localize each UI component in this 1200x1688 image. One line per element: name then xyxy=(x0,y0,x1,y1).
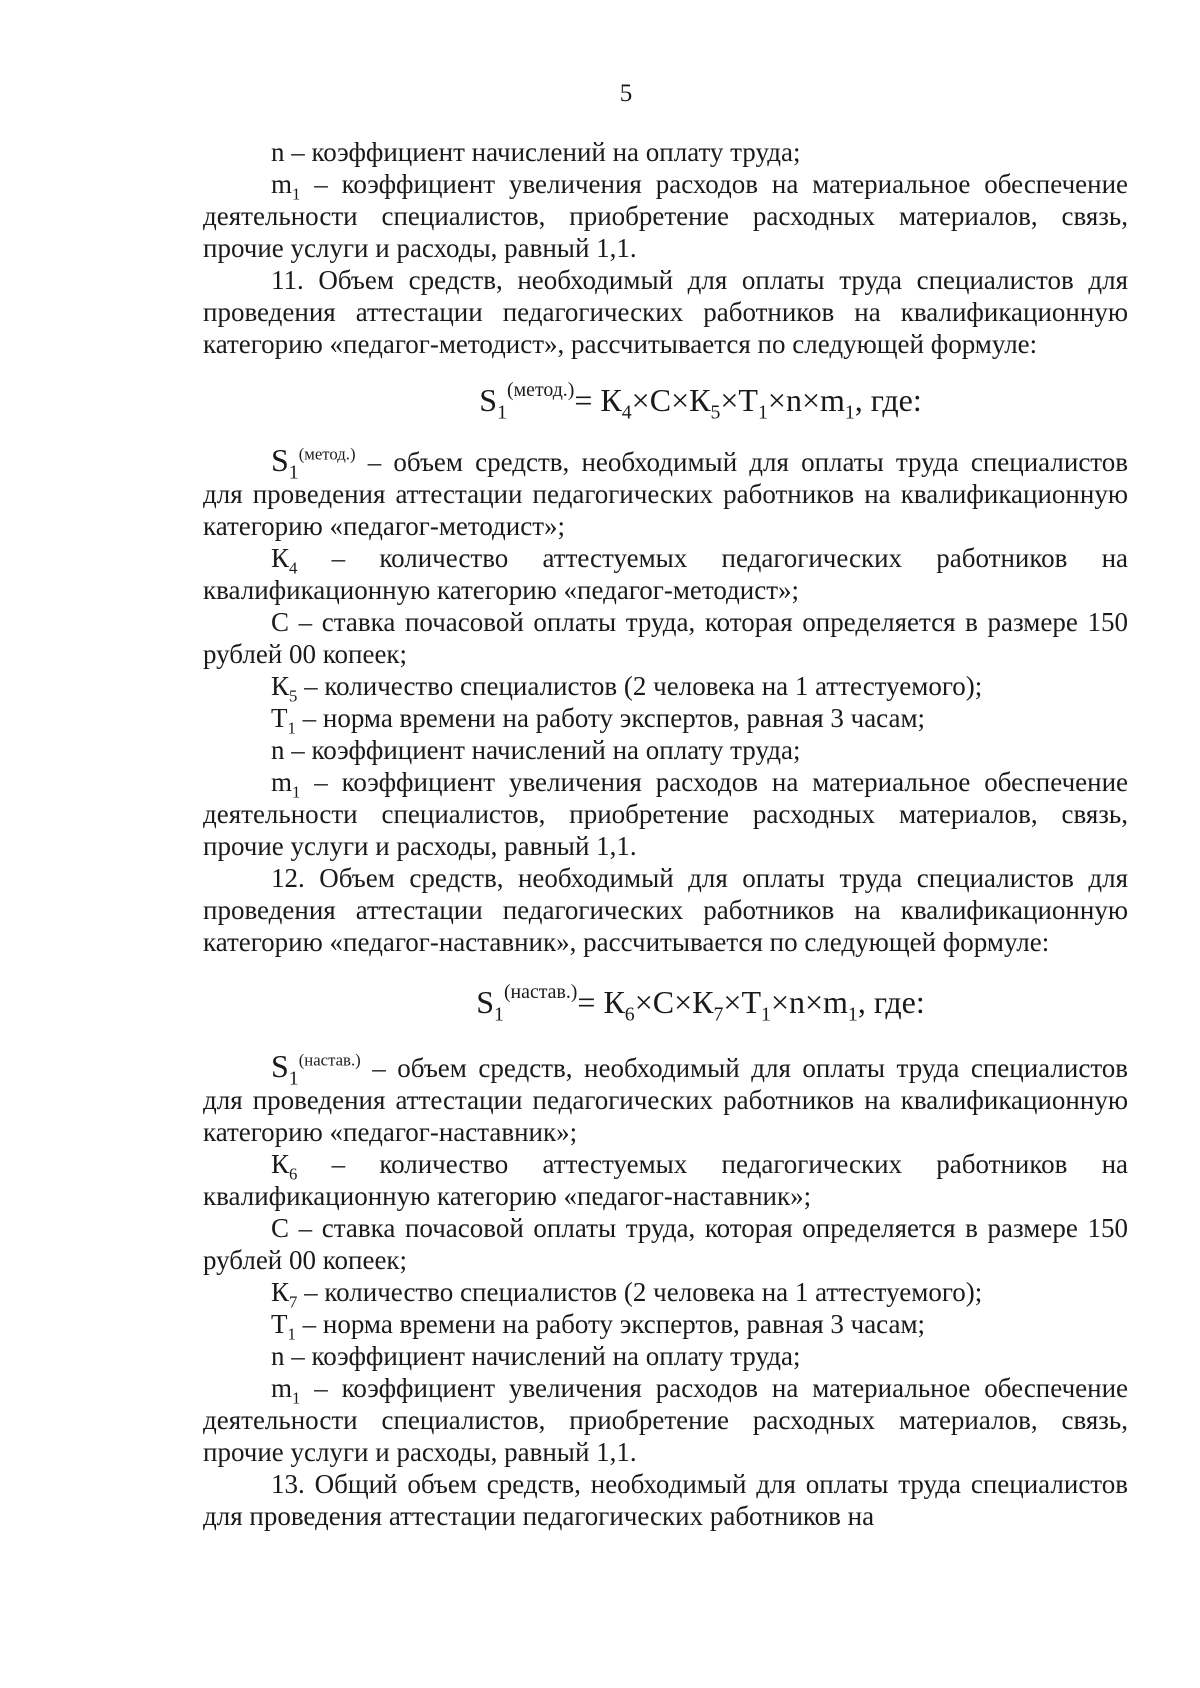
formula-methodist: $S_1^{(метод.)}= К_4\times С\times К_5\times Т_1\times n\times m_1$, где: xyxy=(479,379,922,424)
document-body xyxy=(203,136,1128,1532)
t1-definition-methodist: $Т_1$ – норма времени на работу экспертов, равная 3 часам; xyxy=(271,703,926,738)
page-number: 5 xyxy=(619,80,633,107)
m1-definition: $m_1$ – коэффициент увеличения расходов на материальное обеспечение деятельности специалистов, приобретение расходных материалов, связь, прочие услуги и расходы, равный 1,1. xyxy=(203,169,1129,263)
k4-definition: $К_4$ – количество аттестуемых педагогических работников на квалификационную категорию «педагог-методист»; xyxy=(203,543,1129,605)
item-13-text: 13. Общий объем средств, необходимый для оплаты труда специалистов для проведения аттестации педагогических работников на xyxy=(203,1469,1128,1531)
item-11-text: 11. Объем средств, необходимый для оплаты труда специалистов для проведения аттестации педагогических работников на квалификационную категорию «педагог-методист», рассчитывается по следующей формуле: xyxy=(203,265,1128,359)
k6-definition: $К_6$ – количество аттестуемых педагогических работников на квалификационную категорию «педагог-наставник»; xyxy=(203,1149,1129,1211)
m1-definition-mentor: $m_1$ – коэффициент увеличения расходов на материальное обеспечение деятельности специалистов, приобретение расходных материалов, связь, прочие услуги и расходы, равный 1,1. xyxy=(203,1373,1129,1467)
k7-definition: $К_7$ – количество специалистов (2 человека на 1 аттестуемого); xyxy=(271,1277,983,1312)
n-definition-mentor: n – коэффициент начислений на оплату труда; xyxy=(271,1341,801,1371)
m1-definition-methodist: $m_1$ – коэффициент увеличения расходов на материальное обеспечение деятельности специалистов, приобретение расходных материалов, связь, прочие услуги и расходы, равный 1,1. xyxy=(203,767,1129,861)
c-definition-mentor: С – ставка почасовой оплаты труда, которая определяется в размере 150 рублей 00 копеек; xyxy=(203,1213,1128,1275)
s-mentor-definition: $S_1^{(настав.)}$ – объем средств, необходимый для оплаты труда специалистов для проведения аттестации педагогических работников на квалификационную категорию «педагог-наставник»; xyxy=(203,1048,1129,1147)
t1-definition-mentor: $Т_1$ – норма времени на работу экспертов, равная 3 часам; xyxy=(271,1309,926,1344)
s-methodist-definition: $S_1^{(метод.)}$ – объем средств, необходимый для оплаты труда специалистов для проведения аттестации педагогических работников на квалификационную категорию «педагог-методист»; xyxy=(203,442,1129,541)
c-definition-methodist: С – ставка почасовой оплаты труда, которая определяется в размере 150 рублей 00 копеек; xyxy=(203,607,1128,669)
k5-definition: $К_5$ – количество специалистов (2 человека на 1 аттестуемого); xyxy=(271,671,983,706)
formula-mentor: $S_1^{(настав.)}= К_6\times С\times К_7\times Т_1\times n\times m_1$, где: xyxy=(476,981,925,1026)
n-definition-methodist: n – коэффициент начислений на оплату труда; xyxy=(271,735,801,765)
item-12-text: 12. Объем средств, необходимый для оплаты труда специалистов для проведения аттестации педагогических работников на квалификационную категорию «педагог-наставник», рассчитывается по следующей формуле: xyxy=(203,863,1128,957)
n-definition: n – коэффициент начислений на оплату труда; xyxy=(271,137,801,167)
